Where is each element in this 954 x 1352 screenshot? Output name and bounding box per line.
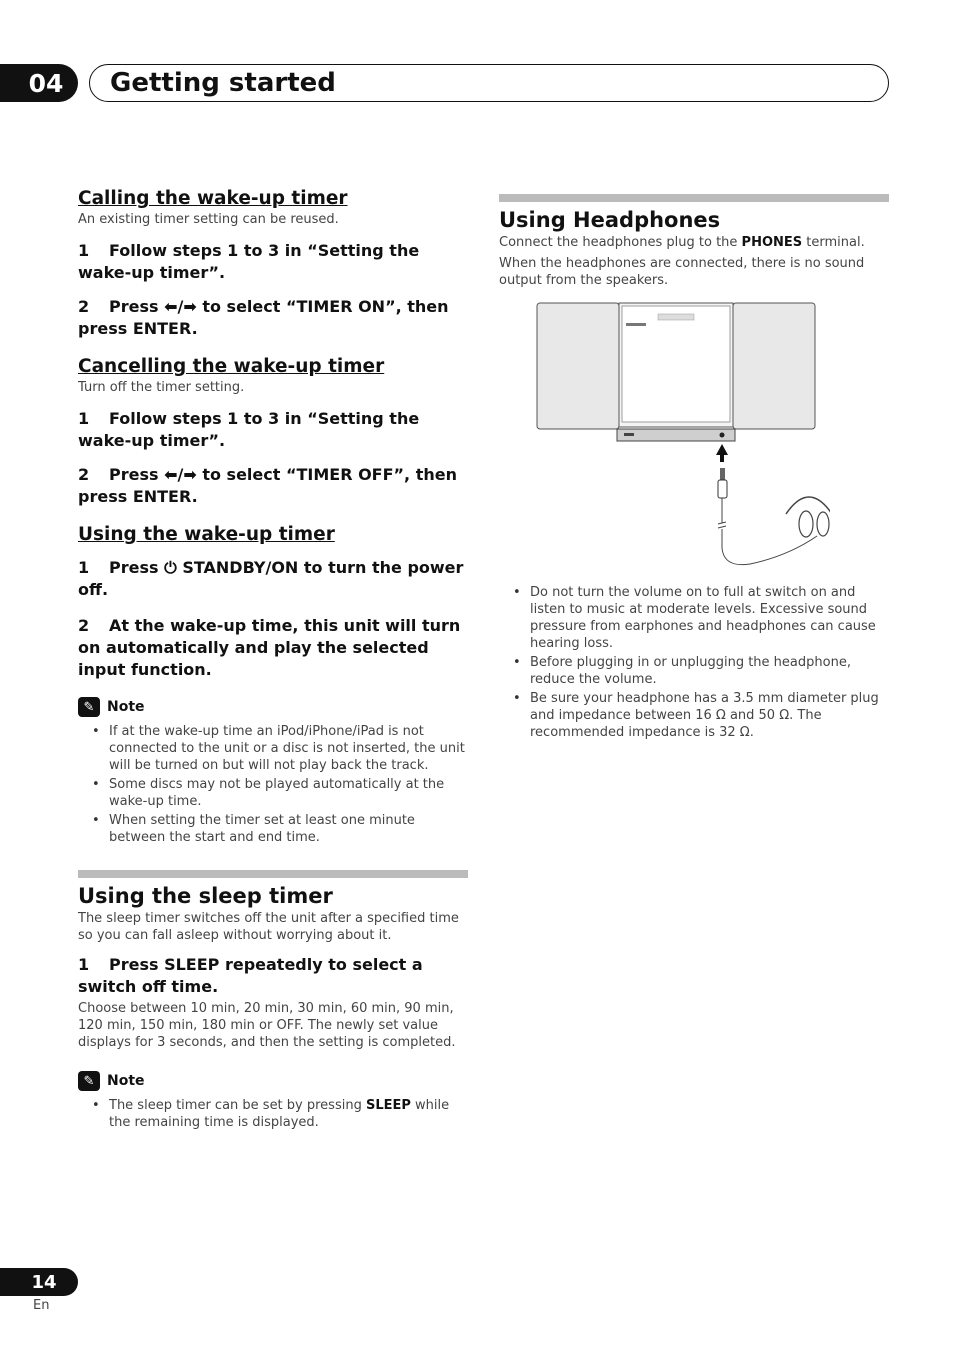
list-item: • When setting the timer set at least one minute between the start and end time. xyxy=(78,812,468,846)
list-item: • Do not turn the volume on to full at switch on and listen to music at moderate levels. Excessive sound pressure from earphones and headphones can cause hearing loss. xyxy=(499,584,889,652)
cancelling-step-2: 2 Press ⬅/➡ to select “TIMER OFF”, then press ENTER. xyxy=(78,465,457,506)
cancelling-step-1: 1 Follow steps 1 to 3 in “Setting the wake-up timer”. xyxy=(78,409,420,450)
headphone-plug-tip xyxy=(720,468,725,480)
chapter-number-badge xyxy=(0,64,78,102)
unit-display xyxy=(658,314,694,320)
headphones-title: Using Headphones xyxy=(499,208,721,232)
cancelling-title: Cancelling the wake-up timer xyxy=(78,356,385,377)
headphones-bullet-list xyxy=(499,584,889,741)
sleep-section xyxy=(78,870,468,1133)
right-column xyxy=(499,194,889,289)
calling-title: Calling the wake-up timer xyxy=(78,188,348,209)
unit-control-strip xyxy=(617,429,735,441)
using-wakeup-step-1: 1 Press ⏻ STANDBY/ON to turn the power off. xyxy=(78,558,464,599)
list-item: • The sleep timer can be set by pressing SLEEP while the remaining time is displayed. xyxy=(78,1097,468,1131)
page-number: 14 xyxy=(31,1271,57,1293)
phones-jack xyxy=(720,433,725,438)
left-speaker-panel xyxy=(537,303,619,429)
headphones-intro: Connect the headphones plug to the PHONES terminal. xyxy=(499,235,865,250)
sleep-title: Using the sleep timer xyxy=(78,884,333,908)
chapter-title: Getting started xyxy=(110,68,336,98)
wakeup-note-list xyxy=(78,723,468,846)
using-wakeup-step-2: 2 At the wake-up time, this unit will turn on automatically and play the selected input function. xyxy=(78,616,461,679)
calling-intro: An existing timer setting can be reused. xyxy=(78,212,339,227)
using-wakeup-title: Using the wake-up timer xyxy=(78,524,335,545)
language-label: En xyxy=(33,1298,50,1313)
chapter-number: 04 xyxy=(28,68,64,98)
headphones-connection-illustration xyxy=(530,298,830,580)
list-item: • Be sure your headphone has a 3.5 mm diameter plug and impedance between 16 Ω and 50 Ω. The recommended impedance is 32 Ω. xyxy=(499,690,889,741)
sleep-step-1-detail: Choose between 10 min, 20 min, 30 min, 60 min, 90 min, 120 min, 150 min, 180 min or OFF. The newly set value displays for 3 seconds, and then the setting is completed. xyxy=(78,1001,456,1050)
sleep-intro: The sleep timer switches off the unit after a specified time so you can fall asleep without worrying about it. xyxy=(78,911,459,943)
usb-port xyxy=(624,433,634,436)
right-earcup xyxy=(817,512,829,536)
cancelling-intro: Turn off the timer setting. xyxy=(78,380,245,395)
sleep-step-1: 1 Press SLEEP repeatedly to select a switch off time. xyxy=(78,955,423,996)
section-divider-bar xyxy=(499,194,889,202)
left-column xyxy=(78,188,468,848)
headphone-plug-body xyxy=(718,480,727,498)
pencil-icon: ✎ xyxy=(78,1071,100,1091)
pencil-icon: ✎ xyxy=(78,697,100,717)
left-earcup xyxy=(799,511,813,537)
right-speaker-panel xyxy=(733,303,815,429)
page-number-badge xyxy=(0,1268,78,1296)
brand-logo-mark xyxy=(626,323,646,326)
calling-step-1: 1 Follow steps 1 to 3 in “Setting the wake-up timer”. xyxy=(78,241,420,282)
plug-arrow-icon xyxy=(716,444,728,462)
calling-step-2: 2 Press ⬅/➡ to select “TIMER ON”, then press ENTER. xyxy=(78,297,449,338)
headphones-cautions xyxy=(499,584,889,743)
headphones-intro-2: When the headphones are connected, there is no sound output from the speakers. xyxy=(499,256,865,288)
sleep-note-heading: ✎ Note xyxy=(78,1071,468,1091)
list-item: • If at the wake-up time an iPod/iPhone/iPad is not connected to the unit or a disc is not inserted, the unit will be turned on but will not play back the track. xyxy=(78,723,468,774)
arrow-keys-icon: ⬅/➡ xyxy=(164,465,197,484)
list-item: • Before plugging in or unplugging the headphone, reduce the volume. xyxy=(499,654,889,688)
arrow-keys-icon: ⬅/➡ xyxy=(164,297,197,316)
power-icon: ⏻ xyxy=(164,558,177,577)
sleep-note-list xyxy=(78,1097,468,1131)
list-item: • Some discs may not be played automatically at the wake-up time. xyxy=(78,776,468,810)
wakeup-note-heading: ✎ Note xyxy=(78,697,468,717)
section-divider-bar xyxy=(78,870,468,878)
